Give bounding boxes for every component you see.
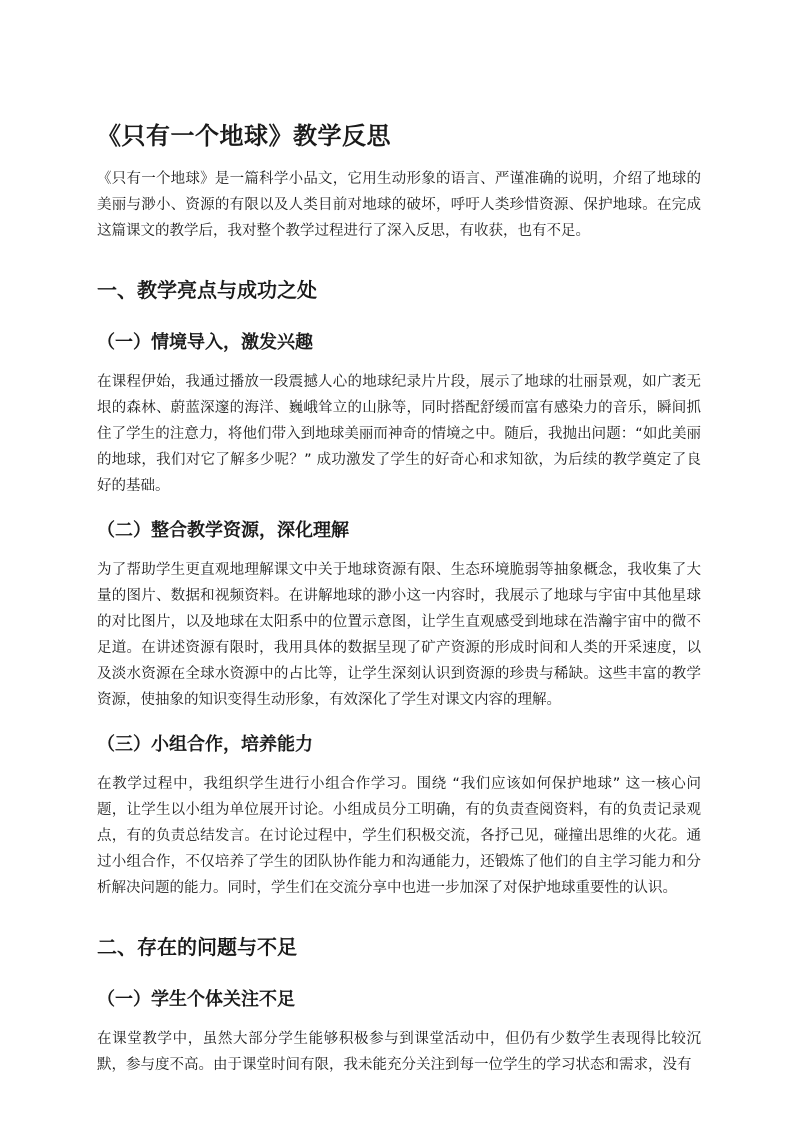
section-1-3-heading: （三）小组合作，培养能力 xyxy=(97,734,313,755)
section-1-3-paragraph: 在教学过程中，我组织学生进行小组合作学习。围绕 “我们应该如何保护地球” 这一核心问题，让学生以小组为单位展开讨论。小组成员分工明确，有的负责查阅资料，有的负责记录观点，有的负责总结发言。在讨论过程中，学生们积极交流，各抒己见，碰撞出思维的火花。通过小组合作，不仅培养了学生的团队协作能力和沟通能力，还锻炼了他们的自主学习能力和分析解决问题的能力。同时，学生们在交流分享中也进一步加深了对保护地球重要性的认识。 xyxy=(97,776,701,896)
intro-paragraph: 《只有一个地球》是一篇科学小品文，它用生动形象的语言、严谨准确的说明，介绍了地球的美丽与渺小、资源的有限以及人类目前对地球的破坏，呼吁人类珍惜资源、保护地球。在完成这篇课文的教学后，我对整个教学过程进行了深入反思，有收获，也有不足。 xyxy=(97,171,701,239)
section-1-heading: 一、教学亮点与成功之处 xyxy=(97,278,317,302)
section-1-1-paragraph: 在课程伊始，我通过播放一段震撼人心的地球纪录片片段，展示了地球的壮丽景观，如广袤无垠的森林、蔚蓝深邃的海洋、巍峨耸立的山脉等，同时搭配舒缓而富有感染力的音乐，瞬间抓住了学生的注意力，将他们带入到地球美丽而神奇的情境之中。随后，我抛出问题：“如此美丽的地球，我们对它了解多少呢？” 成功激发了学生的好奇心和求知欲，为后续的教学奠定了良好的基础。 xyxy=(97,374,701,494)
section-1-2-paragraph: 为了帮助学生更直观地理解课文中关于地球资源有限、生态环境脆弱等抽象概念，我收集了大量的图片、数据和视频资料。在讲解地球的渺小这一内容时，我展示了地球与宇宙中其他星球的对比图片，以及地球在太阳系中的位置示意图，让学生直观感受到地球在浩瀚宇宙中的微不足道。在讲述资源有限时，我用具体的数据呈现了矿产资源的形成时间和人类的开采速度，以及淡水资源在全球水资源中的占比等，让学生深刻认识到资源的珍贵与稀缺。这些丰富的教学资源，使抽象的知识变得生动形象，有效深化了学生对课文内容的理解。 xyxy=(97,562,701,708)
section-2-1-heading: （一）学生个体关注不足 xyxy=(97,989,295,1010)
document-page xyxy=(97,118,701,1078)
section-2-heading: 二、存在的问题与不足 xyxy=(97,935,297,959)
section-1-2-heading: （二）整合教学资源，深化理解 xyxy=(97,520,349,541)
section-1-1-heading: （一）情境导入，激发兴趣 xyxy=(97,332,313,353)
document-title: 《只有一个地球》教学反思 xyxy=(97,122,391,150)
section-2-1-paragraph: 在课堂教学中，虽然大部分学生能够积极参与到课堂活动中，但仍有少数学生表现得比较沉默，参与度不高。由于课堂时间有限，我未能充分关注到每一位学生的学习状态和需求，没有 xyxy=(97,1031,701,1073)
